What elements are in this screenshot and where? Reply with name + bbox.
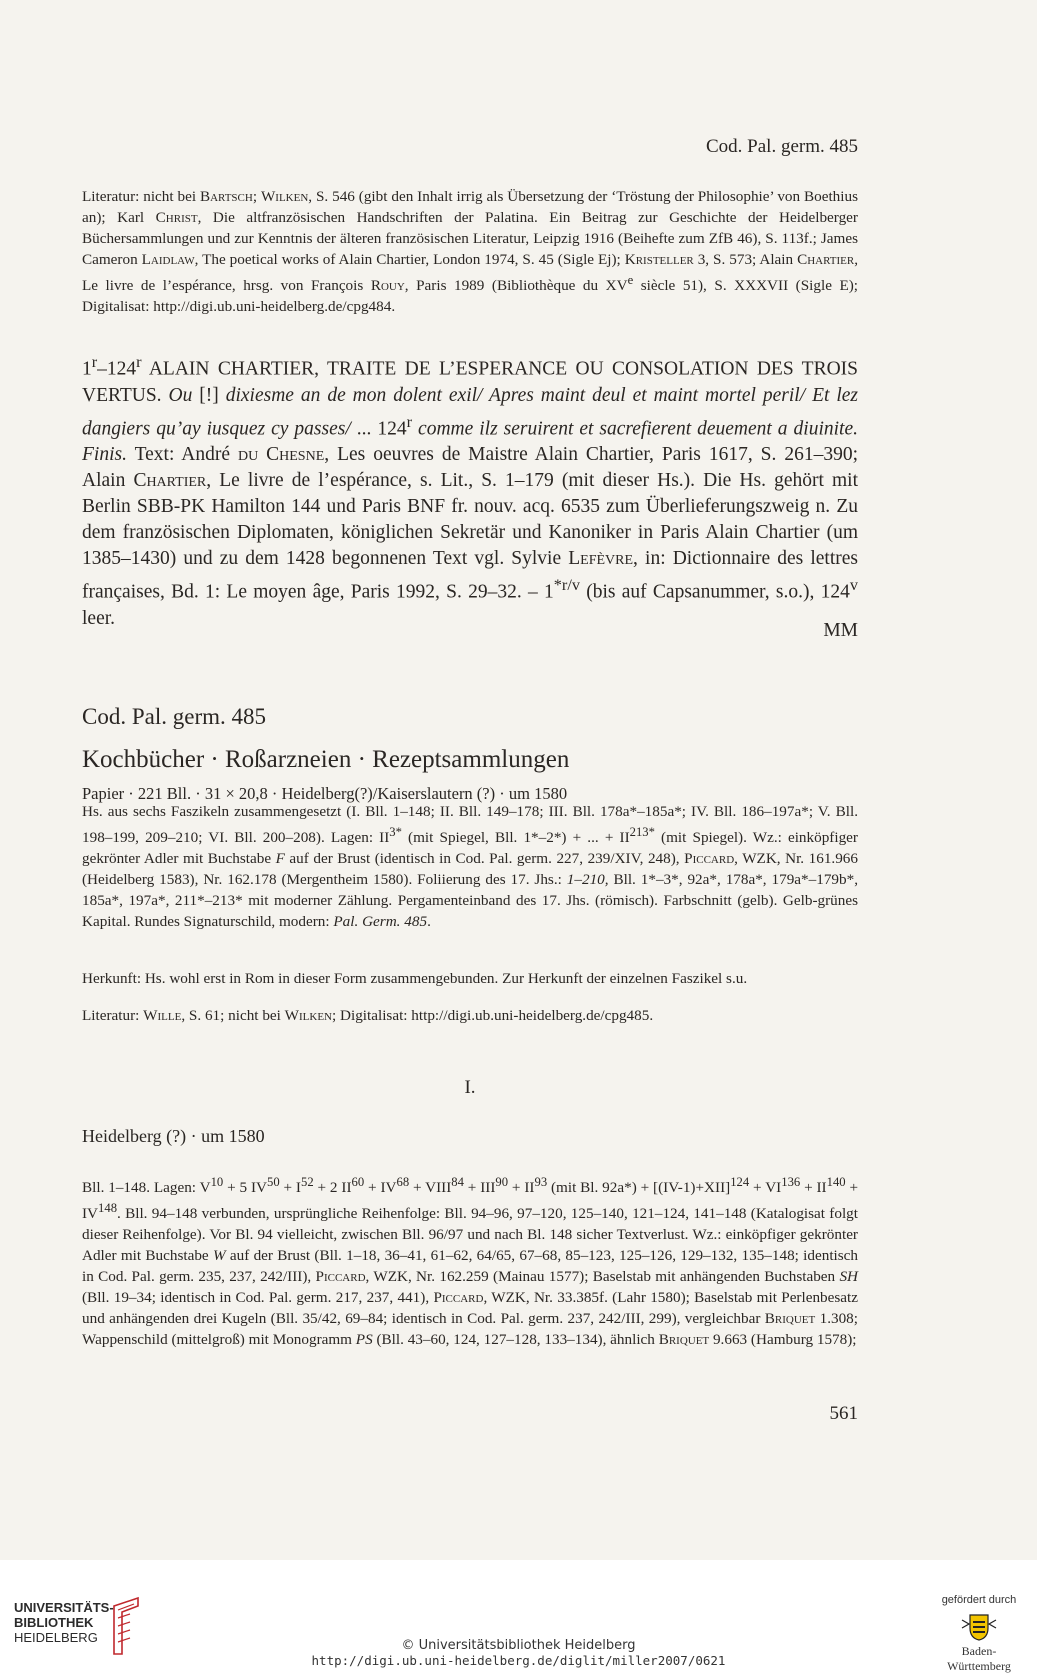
provenance-paragraph: Herkunft: Hs. wohl erst in Rom in dieser Form zusammengebunden. Zur Herkunft der einzelnen Faszikel s.u. [82,970,748,987]
sponsor-label: gefördert durch [941,1594,1017,1606]
codex-title: Kochbücher · Roßarzneien · Rezeptsammlungen [82,746,570,773]
running-head: Cod. Pal. germ. 485 [706,136,858,157]
section-description: Bll. 1–148. Lagen: $V^{10} + 5$ $IV^{50} + I^{52} + 2$ $II^{60} + IV^{68}$ + $VIII^{84} + III^{90} + II^{93}$ (mit Bl. $92a*) + [(IV-1)+XII]^{124} + VI^{136} + II^{140} + IV^{148}$. Bll. 94–148 verbunden, ursprüngliche Reihenfolge: Bll. 94–96, 97–120, 125–140, 121–124, 141–148 (Katalogisat folgt dieser Reihenfolge). Vor Bl. 94 vielleicht, zwischen Bll. 96/97 und nach Bl. 148 sicher Textverlust. Wz.: einköpfiger gekrönter Adler mit Buchstabe W auf der Brust (Bll. 1–18, 36–41, 61–62, 64/65, 67–68, 85–123, 125–126, 129–132, 135–148; identisch in Cod. Pal. germ. 235, 237, 242/III), Piccard, WZK, Nr. 162.259 (Mainau 1577); Baselstab mit anhängenden Buchstaben SH (Bll. 19–34; identisch in Cod. Pal. germ. 217, 237, 441), Piccard, WZK, Nr. 33.385f. (Lahr 1580); Baselstab mit Perlenbesatz und anhängenden drei Kugeln (Bll. 35/42, 69–84; identisch in Cod. Pal. germ. 237, 242/III, 299), vergleichbar Briquet 1.308; Wappenschild (mittelgroß) mit Monogramm PS (Bll. 43–60, 124, 127–128, 133–134), ähnlich Briquet 9.663 (Hamburg 1578); [82,1175,859,1349]
logo-line-3: HEIDELBERG [14,1630,98,1645]
logo-line-1: UNIVERSITÄTS- [14,1600,114,1615]
literature-paragraph-1: Literatur: nicht bei Bartsch; Wilken, S. 546 (gibt den Inhalt irrig als Übersetzung der ‘Tröstung der Philosophie’ von Boethius an); Karl Christ, Die altfranzösischen Handschriften der Palatina. Ein Beitrag zur Geschichte der Heidelberger Büchersammlungen und zur Kenntnis der älteren französischen Literatur, Leipzig 1916 (Beihefte zum ZfB 46), S. 113f.; James Cameron Laidlaw, The poetical works of Alain Chartier, London 1974, S. 45 (Sigle Ej); Kristeller 3, S. 573; Alain Chartier, Le livre de l’espérance, hrsg. von François Rouy, Paris 1989 (Bibliothèque du XVe siècle 51), S. XXXVII (Sigle E); Digitalisat: http://digi.ub.uni-heidelberg.de/cpg484. [82,188,859,316]
text-entry-chartier: 1$^r$–124$^r$ ALAIN CHARTIER, TRAITE DE L’ESPERANCE OU CONSOLATION DES TROIS VERTUS. Ou [!] dixiesme an de mon dolent exil/ Apres maint deul et maint mortel peril/ Et lez dangiers qu’ay iusquez cy passes/ ... 124$^r$ comme ilz seruirent et sacrefierent deuement a diuinite. Finis. Text: André du Chesne, Les oeuvres de Maistre Alain Chartier, Paris 1617, S. 261–390; Alain Chartier, Le livre de l’espérance, s. Lit., S. 1–179 (mit dieser Hs.). Die Hs. gehört mit Berlin SBB-PK Hamilton 144 und Paris BNF fr. nouv. acq. 6535 zum Überlieferungszweig n. Zu dem französischen Diplomaten, königlichen Sekretär und Kanoniker in Paris Alain Chartier (um 1385–1430) und zu dem 1428 begonnenen Text vgl. Sylvie Lefèvre, in: Dictionnaire des lettres françaises, Bd. 1: Le moyen âge, Paris 1992, S. 29–32. – $1^{*r/v}$ (bis auf Capsanummer, s.o.), 124$^v$ leer. [82,353,859,629]
codex-description: Hs. aus sechs Faszikeln zusammengesetzt (I. Bll. 1–148; II. Bll. 149–178; III. Bll. 178a*–185a*; IV. Bll. 186–197a*; V. Bll. 198–199, 209–210; VI. Bll. 200–208). Lagen: $II^{3*}$ (mit Spiegel, Bll. 1*–2*) + ... + $II^{213*}$ (mit Spiegel). Wz.: einköpfiger gekrönter Adler mit Buchstabe F auf der Brust (identisch in Cod. Pal. germ. 227, 239/XIV, 248), Piccard, WZK, Nr. 161.966 (Heidelberg 1583), Nr. 162.178 (Mergentheim 1580). Foliierung des 17. Jhs.: 1–210, Bll. 1*–3*, 92a*, 178a*, 179a*–179b*, 185a*, 197a*, 211*–213* mit moderner Zählung. Pergamenteinband des 17. Jhs. (römisch). Farbschnitt (gelb). Gelb-grünes Kapital. Rundes Signaturschild, modern: Pal. Germ. 485. [82,803,858,931]
page-number: 561 [829,1403,858,1424]
logo-line-2: BIBLIOTHEK [14,1615,94,1630]
section-number: I. [464,1077,476,1098]
sponsor-block[interactable] [931,1594,1027,1674]
copyright-text: © Universitätsbibliothek Heidelberg [401,1638,636,1653]
section-title: Heidelberg (?) · um 1580 [82,1126,265,1146]
literature-paragraph-2: Literatur: Wille, S. 61; nicht bei Wilken; Digitalisat: http://digi.ub.uni-heidelberg.de/cpg485. [82,1007,654,1024]
permalink-url[interactable]: http://digi.ub.uni-heidelberg.de/diglit/miller2007/0621 [311,1653,726,1668]
codex-subline: Papier · 221 Bll. · 31 × 20,8 · Heidelberg(?)/Kaiserslautern (?) · um 1580 [82,784,568,803]
sponsor-name: Baden-Württemberg [947,1644,1011,1673]
author-initials: MM [823,620,858,641]
baden-wuerttemberg-crest-icon [960,1612,998,1642]
codex-shelfmark: Cod. Pal. germ. 485 [82,704,266,729]
viewer-footer [0,1560,1037,1673]
